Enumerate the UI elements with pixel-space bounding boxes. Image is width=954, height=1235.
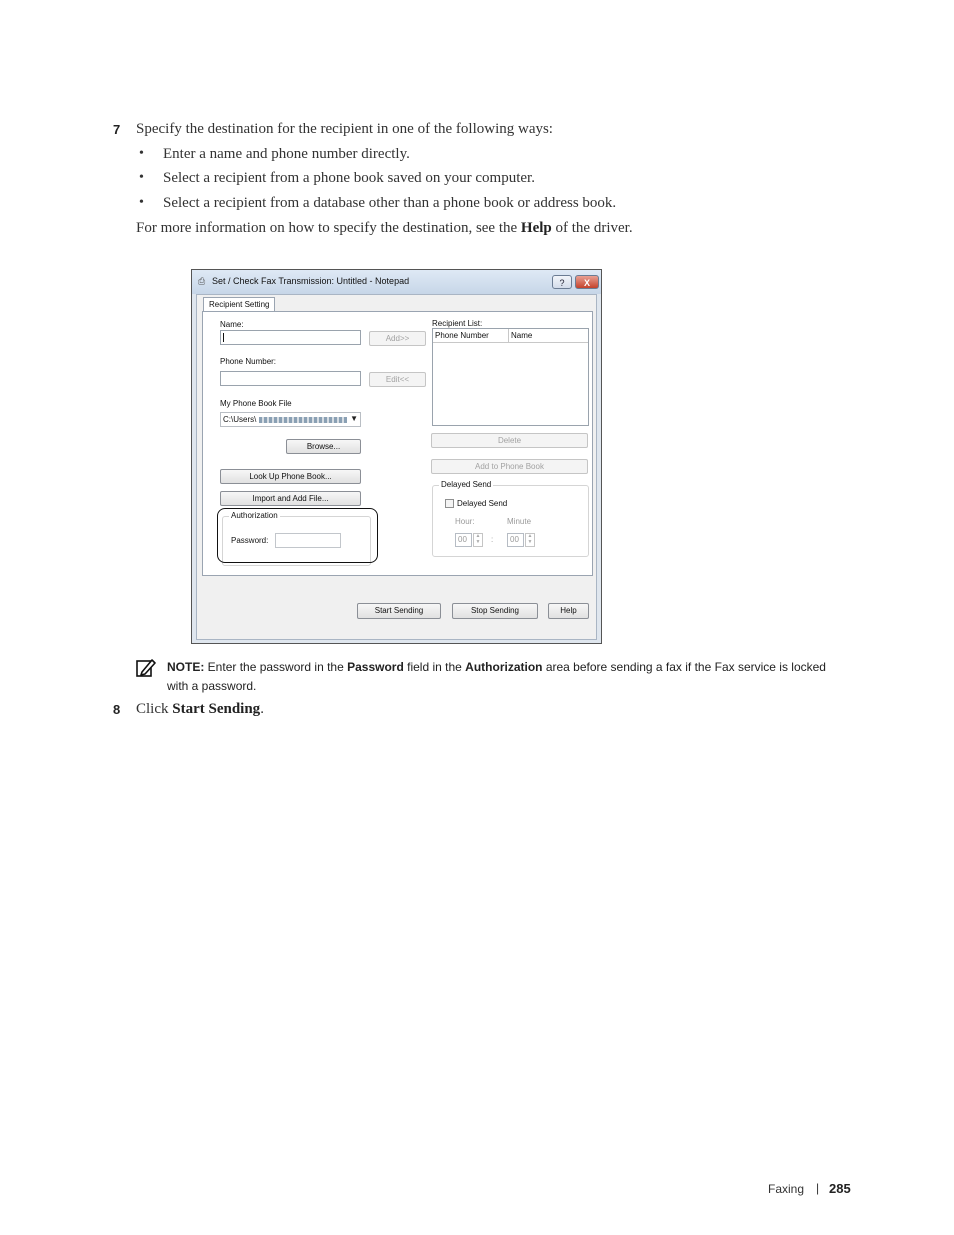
delayed-send-title: Delayed Send — [441, 480, 492, 489]
text-cursor — [223, 333, 224, 342]
add-to-phone-book-button[interactable]: Add to Phone Book — [431, 459, 588, 474]
delayed-send-checkbox[interactable] — [445, 499, 454, 508]
minute-label: Minute — [507, 517, 532, 526]
step-7-intro: Specify the destination for the recipient in one of the following ways: — [136, 121, 553, 137]
hour-label: Hour: — [455, 517, 475, 526]
browse-button[interactable]: Browse... — [286, 439, 361, 454]
start-sending-button[interactable]: Start Sending — [357, 603, 441, 619]
footer-separator: | — [816, 1181, 820, 1195]
delayed-send-checkbox-label: Delayed Send — [457, 499, 508, 508]
delayed-send-group — [432, 480, 589, 557]
printer-icon: ⎙ — [198, 276, 206, 286]
delete-button[interactable]: Delete — [431, 433, 588, 448]
tab-recipient-setting[interactable]: Recipient Setting — [203, 297, 275, 312]
phone-number-label: Phone Number: — [220, 357, 277, 366]
blurred-path — [259, 417, 347, 423]
add-button[interactable]: Add>> — [369, 331, 426, 346]
dialog-body — [196, 294, 597, 640]
minute-value: 00 — [510, 535, 519, 544]
start-sending-reference: Start Sending — [172, 701, 261, 717]
list-header — [433, 329, 588, 343]
bullet-item: Enter a name and phone number directly. — [163, 146, 410, 162]
help-reference: Help — [520, 220, 552, 236]
authorization-callout — [217, 508, 378, 563]
close-button[interactable]: X — [575, 275, 599, 289]
column-name[interactable]: Name — [511, 331, 533, 340]
chevron-down-icon[interactable]: ▼ — [350, 414, 358, 423]
phone-book-file-value: C:\Users\ — [223, 415, 257, 424]
password-label: Password: — [231, 536, 269, 545]
bullet-item: Select a recipient from a phone book saved on your computer. — [163, 170, 535, 186]
dialog-title: Set / Check Fax Transmission: Untitled - Notepad — [212, 276, 410, 286]
phone-book-file-label: My Phone Book File — [220, 399, 292, 408]
bullet-item: Select a recipient from a database other than a phone book or address book. — [163, 195, 617, 211]
spinner-arrows-icon[interactable]: ▲ ▼ — [473, 533, 483, 547]
edit-button[interactable]: Edit<< — [369, 372, 426, 387]
step-7-number: 7 — [113, 122, 121, 137]
note-text-line2: with a password. — [167, 679, 257, 693]
look-up-phone-book-button[interactable]: Look Up Phone Book... — [220, 469, 361, 484]
page-number: 285 — [829, 1181, 851, 1196]
column-phone-number[interactable]: Phone Number — [433, 329, 509, 342]
stop-sending-button[interactable]: Stop Sending — [452, 603, 538, 619]
name-input[interactable] — [220, 330, 361, 345]
bullet-marker: • — [139, 146, 144, 161]
password-reference: Password — [347, 660, 404, 674]
note-text: NOTE: Enter the password in the Password field in the Authorization area before sending a fax if the Fax service is locked — [167, 660, 826, 674]
spinner-arrows-icon[interactable]: ▲ ▼ — [525, 533, 535, 547]
phone-book-file-combo[interactable] — [220, 412, 361, 427]
dialog-title-bar — [192, 270, 601, 294]
more-info-text: For more information on how to specify the destination, see the Help of the driver. — [136, 220, 633, 236]
note-pencil-icon — [136, 658, 156, 678]
authorization-reference: Authorization — [465, 660, 543, 674]
note-label: NOTE: — [167, 660, 205, 674]
recipient-list[interactable] — [432, 328, 589, 426]
step-8-number: 8 — [113, 702, 121, 717]
hour-spinner[interactable] — [455, 533, 481, 547]
step-8-text: Click Start Sending. — [136, 701, 264, 717]
time-separator: : — [491, 535, 494, 544]
fax-transmission-dialog — [191, 269, 602, 644]
phone-number-input[interactable] — [220, 371, 361, 386]
minute-spinner[interactable] — [507, 533, 533, 547]
bullet-marker: • — [139, 170, 144, 185]
hour-value: 00 — [458, 535, 467, 544]
help-button[interactable]: Help — [548, 603, 589, 619]
bullet-marker: • — [139, 195, 144, 210]
footer-section: Faxing — [768, 1182, 805, 1196]
authorization-title: Authorization — [231, 511, 278, 520]
recipient-list-label: Recipient List: — [432, 319, 483, 328]
name-label: Name: — [220, 320, 244, 329]
title-help-button[interactable]: ? — [552, 275, 572, 289]
import-and-add-file-button[interactable]: Import and Add File... — [220, 491, 361, 506]
